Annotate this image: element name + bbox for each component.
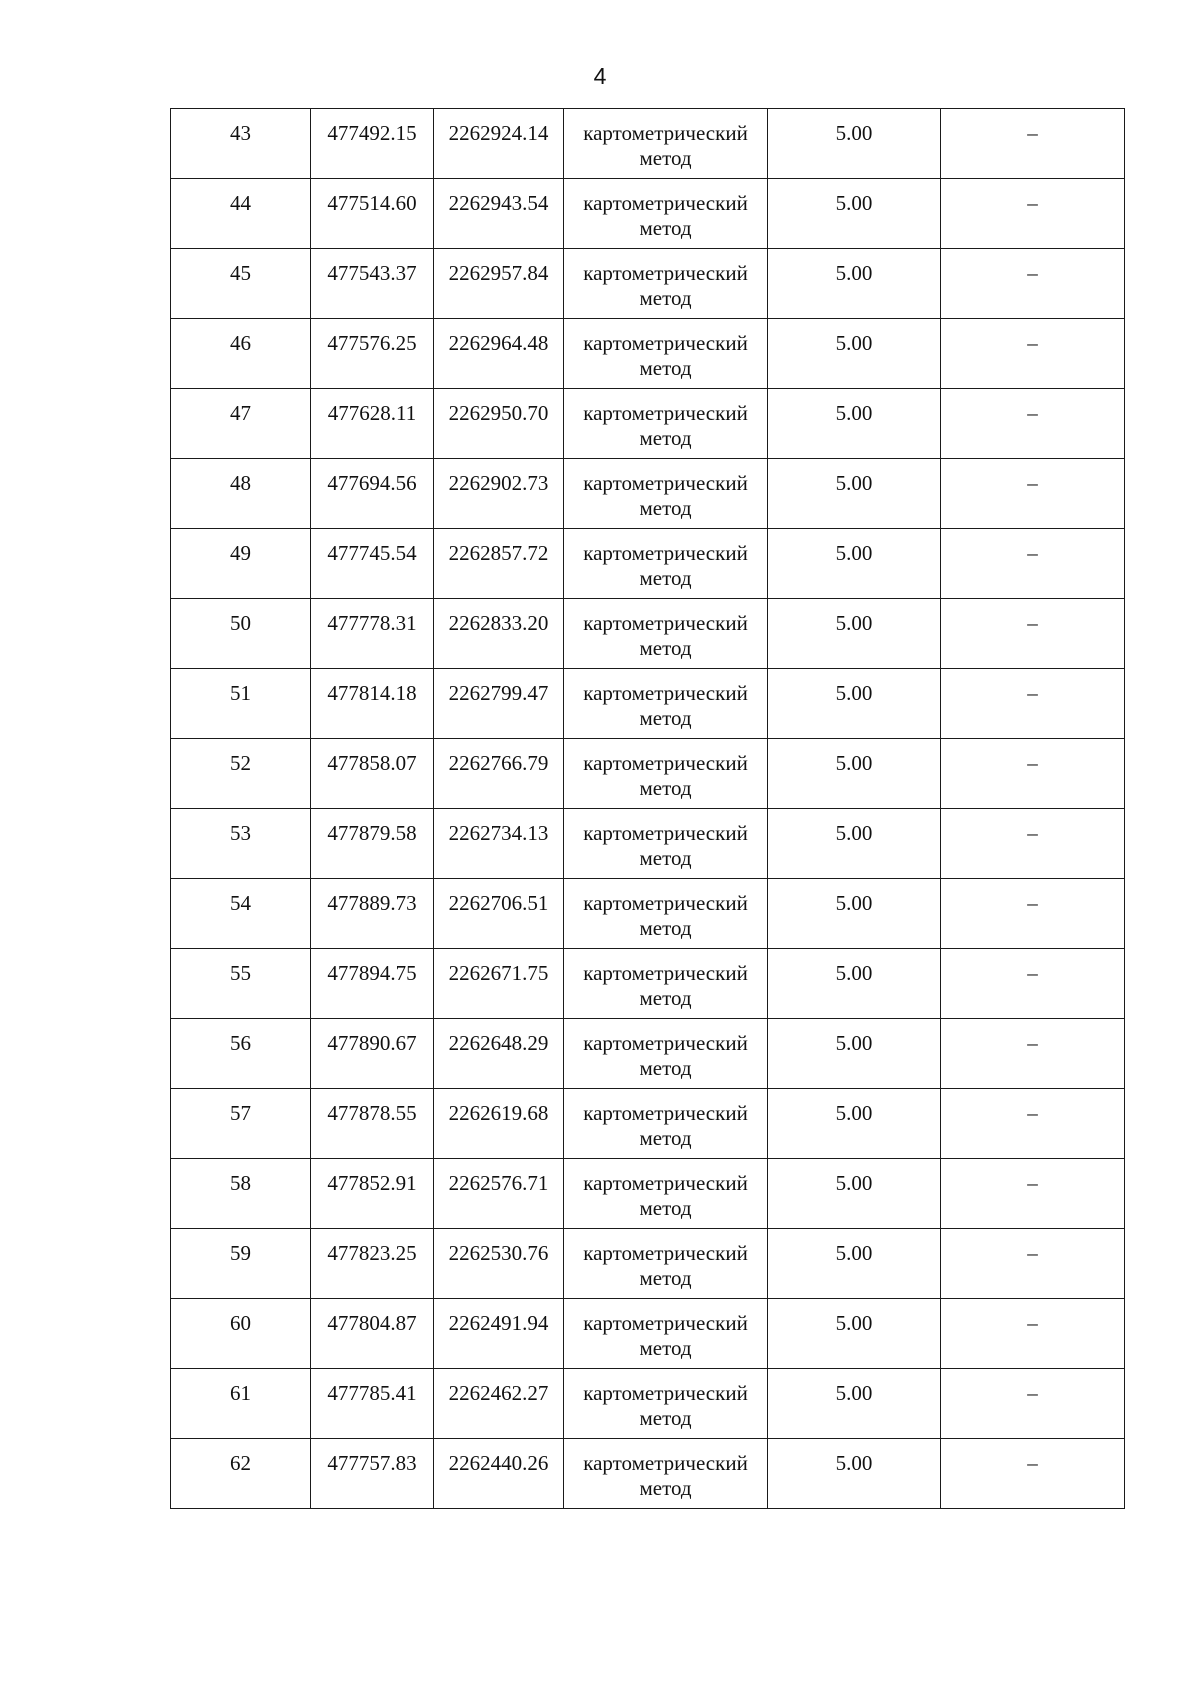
note-cell: – (941, 669, 1125, 739)
method-cell: картометрический метод (564, 1089, 768, 1159)
coordinate-x-cell: 477852.91 (311, 1159, 434, 1229)
point-number-cell: 46 (171, 319, 311, 389)
method-cell: картометрический метод (564, 389, 768, 459)
note-cell: – (941, 249, 1125, 319)
coordinate-x-cell: 477878.55 (311, 1089, 434, 1159)
coordinate-x-cell: 477814.18 (311, 669, 434, 739)
note-cell: – (941, 1439, 1125, 1509)
note-cell: – (941, 109, 1125, 179)
coordinates-table (170, 108, 1125, 1509)
point-number-cell: 53 (171, 809, 311, 879)
method-cell: картометрический метод (564, 879, 768, 949)
coordinate-x-cell: 477757.83 (311, 1439, 434, 1509)
coordinate-x-cell: 477694.56 (311, 459, 434, 529)
point-number-cell: 54 (171, 879, 311, 949)
coordinate-x-cell: 477628.11 (311, 389, 434, 459)
coordinate-y-cell: 2262671.75 (434, 949, 564, 1019)
note-cell: – (941, 529, 1125, 599)
point-number-cell: 49 (171, 529, 311, 599)
point-number-cell: 45 (171, 249, 311, 319)
coordinate-x-cell: 477785.41 (311, 1369, 434, 1439)
point-number-cell: 43 (171, 109, 311, 179)
method-cell: картометрический метод (564, 179, 768, 249)
coordinate-x-cell: 477894.75 (311, 949, 434, 1019)
coordinate-y-cell: 2262950.70 (434, 389, 564, 459)
point-number-cell: 62 (171, 1439, 311, 1509)
accuracy-cell: 5.00 (768, 949, 941, 1019)
table-row (171, 179, 1125, 249)
table-row (171, 739, 1125, 809)
coordinate-y-cell: 2262491.94 (434, 1299, 564, 1369)
accuracy-cell: 5.00 (768, 1369, 941, 1439)
coordinate-x-cell: 477778.31 (311, 599, 434, 669)
coordinate-x-cell: 477492.15 (311, 109, 434, 179)
point-number-cell: 57 (171, 1089, 311, 1159)
coordinate-y-cell: 2262943.54 (434, 179, 564, 249)
coordinate-y-cell: 2262964.48 (434, 319, 564, 389)
note-cell: – (941, 739, 1125, 809)
coordinate-y-cell: 2262924.14 (434, 109, 564, 179)
point-number-cell: 44 (171, 179, 311, 249)
coordinate-x-cell: 477543.37 (311, 249, 434, 319)
note-cell: – (941, 389, 1125, 459)
point-number-cell: 48 (171, 459, 311, 529)
method-cell: картометрический метод (564, 809, 768, 879)
coordinate-x-cell: 477889.73 (311, 879, 434, 949)
point-number-cell: 52 (171, 739, 311, 809)
coordinate-y-cell: 2262902.73 (434, 459, 564, 529)
accuracy-cell: 5.00 (768, 529, 941, 599)
accuracy-cell: 5.00 (768, 319, 941, 389)
accuracy-cell: 5.00 (768, 739, 941, 809)
table-row (171, 949, 1125, 1019)
coordinate-x-cell: 477858.07 (311, 739, 434, 809)
method-cell: картометрический метод (564, 739, 768, 809)
accuracy-cell: 5.00 (768, 1019, 941, 1089)
coordinate-x-cell: 477890.67 (311, 1019, 434, 1089)
accuracy-cell: 5.00 (768, 1299, 941, 1369)
note-cell: – (941, 319, 1125, 389)
accuracy-cell: 5.00 (768, 249, 941, 319)
page-number: 4 (593, 63, 607, 89)
point-number-cell: 56 (171, 1019, 311, 1089)
method-cell: картометрический метод (564, 109, 768, 179)
accuracy-cell: 5.00 (768, 809, 941, 879)
note-cell: – (941, 1089, 1125, 1159)
coordinate-y-cell: 2262799.47 (434, 669, 564, 739)
point-number-cell: 51 (171, 669, 311, 739)
accuracy-cell: 5.00 (768, 109, 941, 179)
coordinate-x-cell: 477879.58 (311, 809, 434, 879)
table-row (171, 1019, 1125, 1089)
method-cell: картометрический метод (564, 319, 768, 389)
table-row (171, 249, 1125, 319)
table-row (171, 809, 1125, 879)
coordinate-x-cell: 477823.25 (311, 1229, 434, 1299)
table-row (171, 529, 1125, 599)
point-number-cell: 60 (171, 1299, 311, 1369)
method-cell: картометрический метод (564, 1299, 768, 1369)
accuracy-cell: 5.00 (768, 599, 941, 669)
coordinate-y-cell: 2262734.13 (434, 809, 564, 879)
method-cell: картометрический метод (564, 1019, 768, 1089)
note-cell: – (941, 179, 1125, 249)
note-cell: – (941, 1299, 1125, 1369)
coordinate-x-cell: 477514.60 (311, 179, 434, 249)
table-row (171, 109, 1125, 179)
table-row (171, 389, 1125, 459)
coordinate-y-cell: 2262957.84 (434, 249, 564, 319)
accuracy-cell: 5.00 (768, 389, 941, 459)
note-cell: – (941, 1159, 1125, 1229)
point-number-cell: 61 (171, 1369, 311, 1439)
coordinate-y-cell: 2262706.51 (434, 879, 564, 949)
coordinate-x-cell: 477745.54 (311, 529, 434, 599)
method-cell: картометрический метод (564, 459, 768, 529)
accuracy-cell: 5.00 (768, 1439, 941, 1509)
table-row (171, 1159, 1125, 1229)
table-row (171, 879, 1125, 949)
coordinate-x-cell: 477576.25 (311, 319, 434, 389)
note-cell: – (941, 879, 1125, 949)
accuracy-cell: 5.00 (768, 669, 941, 739)
accuracy-cell: 5.00 (768, 1159, 941, 1229)
accuracy-cell: 5.00 (768, 1089, 941, 1159)
coordinate-y-cell: 2262833.20 (434, 599, 564, 669)
point-number-cell: 50 (171, 599, 311, 669)
accuracy-cell: 5.00 (768, 459, 941, 529)
accuracy-cell: 5.00 (768, 1229, 941, 1299)
note-cell: – (941, 599, 1125, 669)
table-row (171, 1439, 1125, 1509)
table-row (171, 1089, 1125, 1159)
coordinate-y-cell: 2262440.26 (434, 1439, 564, 1509)
method-cell: картометрический метод (564, 1229, 768, 1299)
coordinate-y-cell: 2262766.79 (434, 739, 564, 809)
method-cell: картометрический метод (564, 949, 768, 1019)
point-number-cell: 47 (171, 389, 311, 459)
coordinates-table-body (171, 109, 1125, 1509)
note-cell: – (941, 1019, 1125, 1089)
method-cell: картометрический метод (564, 1369, 768, 1439)
coordinate-x-cell: 477804.87 (311, 1299, 434, 1369)
point-number-cell: 58 (171, 1159, 311, 1229)
note-cell: – (941, 459, 1125, 529)
table-row (171, 459, 1125, 529)
note-cell: – (941, 1229, 1125, 1299)
coordinate-y-cell: 2262576.71 (434, 1159, 564, 1229)
table-row (171, 1369, 1125, 1439)
note-cell: – (941, 1369, 1125, 1439)
method-cell: картометрический метод (564, 529, 768, 599)
method-cell: картометрический метод (564, 669, 768, 739)
table-row (171, 1229, 1125, 1299)
coordinate-y-cell: 2262648.29 (434, 1019, 564, 1089)
note-cell: – (941, 949, 1125, 1019)
coordinate-y-cell: 2262462.27 (434, 1369, 564, 1439)
coordinate-y-cell: 2262857.72 (434, 529, 564, 599)
table-row (171, 669, 1125, 739)
point-number-cell: 59 (171, 1229, 311, 1299)
accuracy-cell: 5.00 (768, 879, 941, 949)
coordinate-y-cell: 2262619.68 (434, 1089, 564, 1159)
note-cell: – (941, 809, 1125, 879)
table-row (171, 319, 1125, 389)
accuracy-cell: 5.00 (768, 179, 941, 249)
coordinate-y-cell: 2262530.76 (434, 1229, 564, 1299)
method-cell: картометрический метод (564, 599, 768, 669)
method-cell: картометрический метод (564, 1439, 768, 1509)
table-row (171, 599, 1125, 669)
method-cell: картометрический метод (564, 1159, 768, 1229)
point-number-cell: 55 (171, 949, 311, 1019)
table-row (171, 1299, 1125, 1369)
method-cell: картометрический метод (564, 249, 768, 319)
